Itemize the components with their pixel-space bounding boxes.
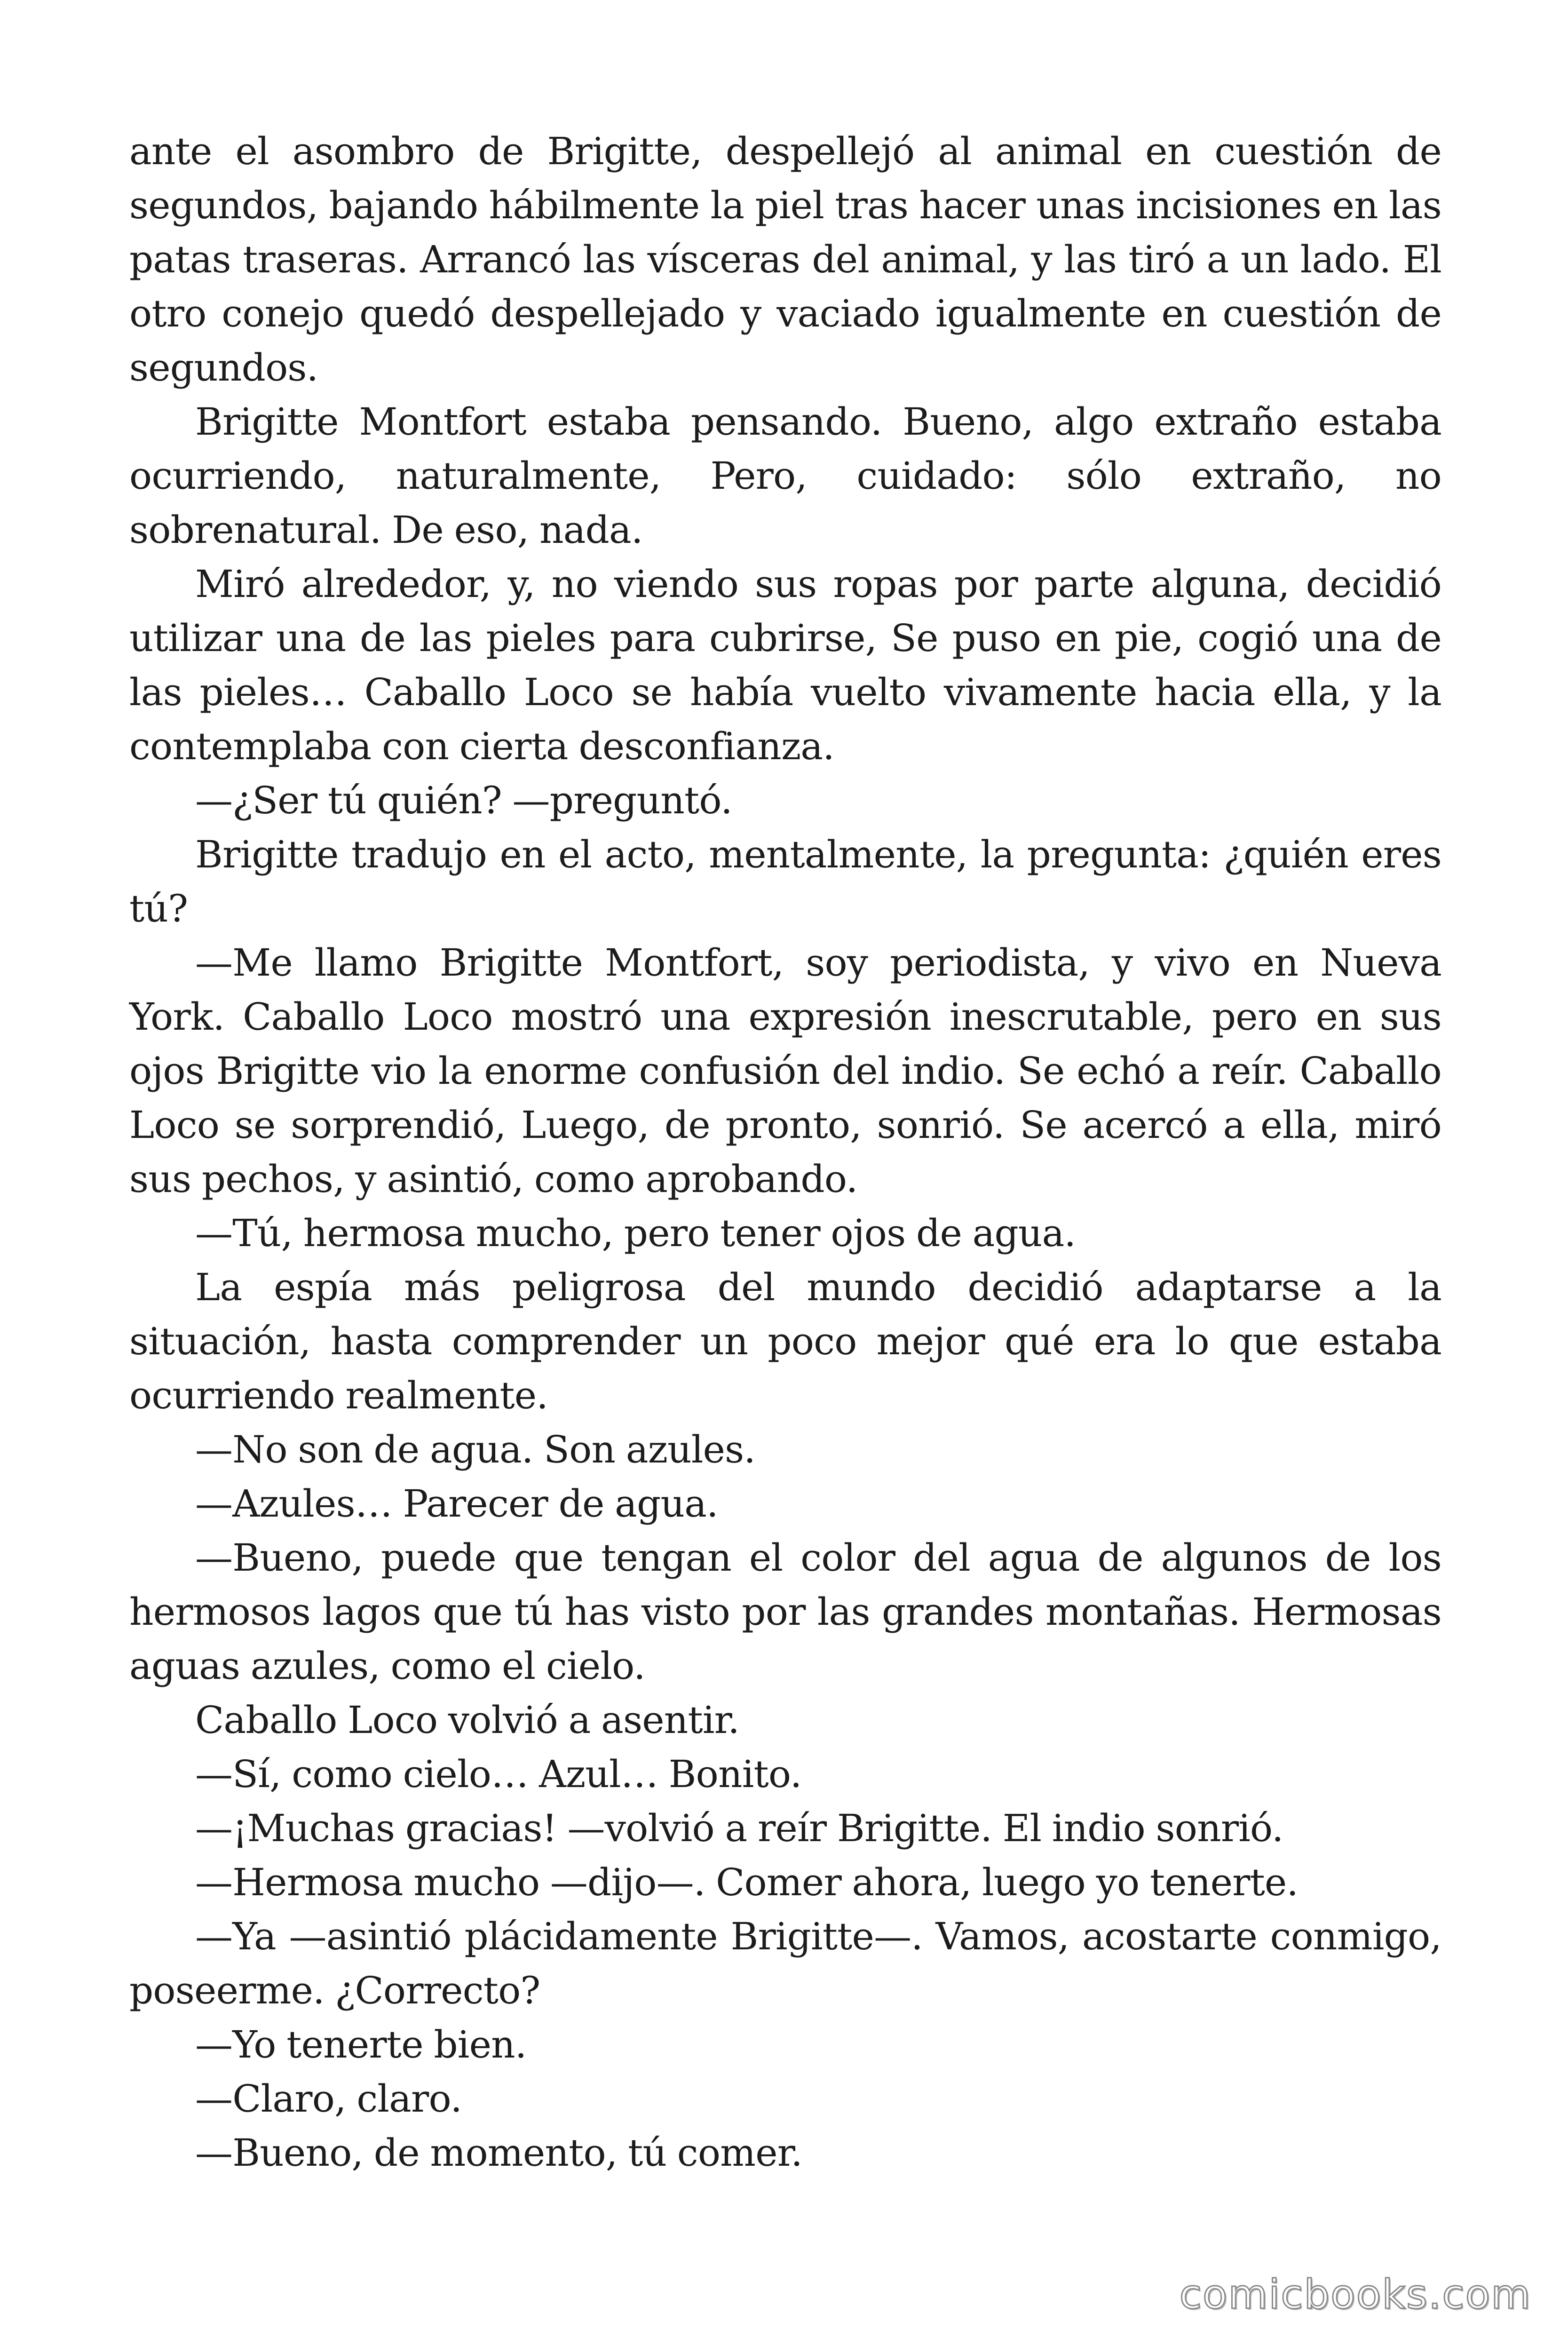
dialogue-line: —Ya —asintió plácidamente Brigitte—. Vamos, acostarte conmigo, poseerme. ¿Correcto? (129, 1915, 1441, 2012)
paragraph: La espía más peligrosa del mundo decidió adaptarse a la situación, hasta comprender un poco mejor qué era lo que estaba ocurriendo realmente. (129, 1265, 1441, 1417)
body-text (129, 124, 1441, 2180)
paragraph: Caballo Loco volvió a asentir. (195, 1698, 739, 1742)
dialogue-line: —¿Ser tú quién? —preguntó. (195, 779, 732, 822)
dialogue-line: —Sí, como cielo… Azul… Bonito. (195, 1752, 802, 1796)
dialogue-line: —Azules… Parecer de agua. (195, 1482, 718, 1526)
dialogue-line: —Me llamo Brigitte Montfort, soy periodista, y vivo en Nueva York. Caballo Loco mostró una expresión inescrutable, pero en sus ojos Brigitte vio la enorme confusión del indio. Se echó a reír. Caballo Loco se sorprendió, Luego, de pronto, sonrió. Se acercó a ella, miró sus pechos, y asintió, como aprobando. (129, 941, 1441, 1201)
paragraph: Brigitte Montfort estaba pensando. Bueno, algo extraño estaba ocurriendo, naturalmente, Pero, cuidado: sólo extraño, no sobrenatural. De eso, nada. (129, 400, 1441, 552)
paragraph: ante el asombro de Brigitte, despellejó al animal en cuestión de segundos, bajando hábilmente la piel tras hacer unas incisiones en las patas traseras. Arrancó las vísceras del animal, y las tiró a un lado. El otro conejo quedó despellejado y vaciado igualmente en cuestión de segundos. (129, 129, 1441, 389)
dialogue-line: —Claro, claro. (195, 2077, 462, 2121)
dialogue-line: —Bueno, puede que tengan el color del agua de algunos de los hermosos lagos que tú has visto por las grandes montañas. Hermosas aguas azules, como el cielo. (129, 1536, 1441, 1688)
dialogue-line: —Bueno, de momento, tú comer. (195, 2131, 803, 2175)
dialogue-line: —¡Muchas gracias! —volvió a reír Brigitte. El indio sonrió. (195, 1806, 1283, 1850)
dialogue-line: —Hermosa mucho —dijo—. Comer ahora, luego yo tenerte. (195, 1860, 1299, 1904)
paragraph: Brigitte tradujo en el acto, mentalmente, la pregunta: ¿quién eres tú? (129, 833, 1441, 930)
watermark-text: comicbooks.com (1179, 2271, 1531, 2318)
dialogue-line: —No son de agua. Son azules. (195, 1428, 756, 1471)
paragraph: Miró alrededor, y, no viendo sus ropas por parte alguna, decidió utilizar una de las pieles para cubrirse, Se puso en pie, cogió una de las pieles… Caballo Loco se había vuelto vivamente hacia ella, y la contemplaba con cierta desconfianza. (129, 562, 1441, 768)
dialogue-line: —Yo tenerte bien. (195, 2023, 527, 2066)
dialogue-line: —Tú, hermosa mucho, pero tener ojos de agua. (195, 1211, 1076, 1255)
